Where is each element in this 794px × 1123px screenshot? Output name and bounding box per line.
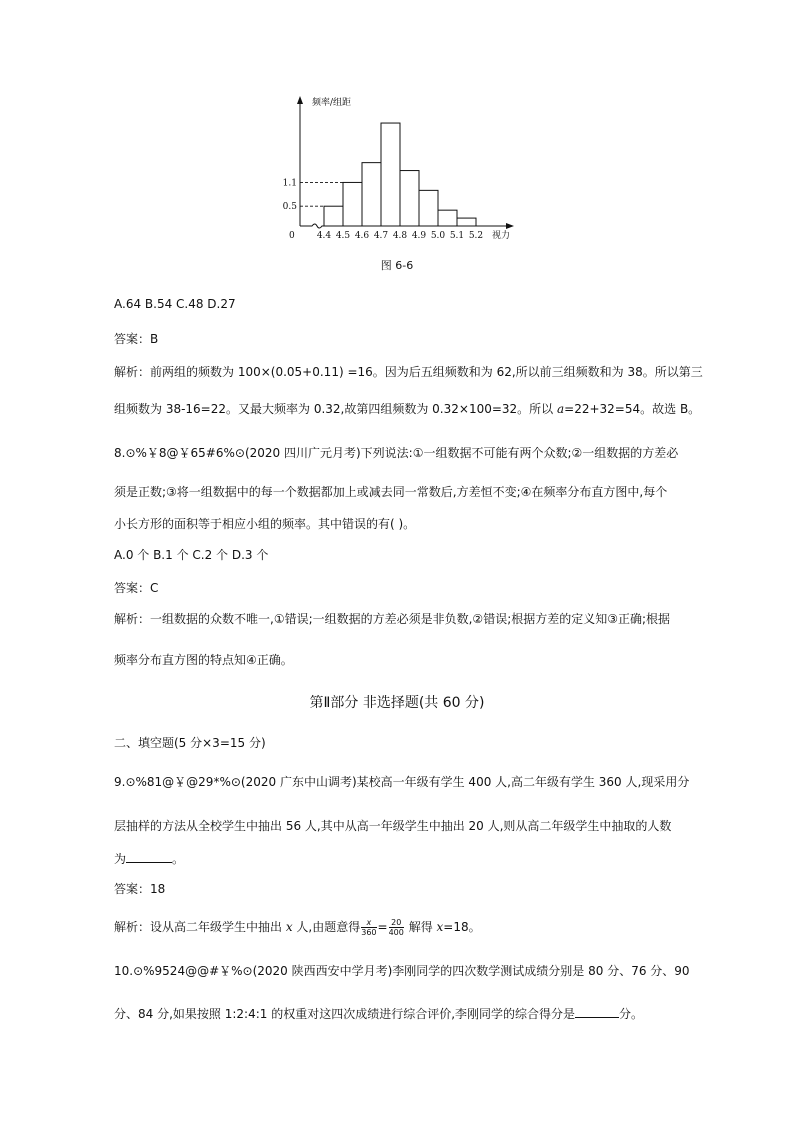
- q8-options: A.0 个 B.1 个 C.2 个 D.3 个: [114, 548, 269, 562]
- q8-line-2: 须是正数;③将一组数据中的每一个数据都加上或减去同一常数后,方差恒不变;④在频率分布直方图中,每个: [114, 485, 668, 499]
- x-tick-label: 4.9: [411, 231, 427, 241]
- y-axis-label: 频率/组距: [312, 98, 352, 108]
- q8-answer: 答案：C: [114, 581, 159, 595]
- q9-variable: x: [285, 920, 293, 934]
- q10-line-2-end: 分。: [619, 1007, 644, 1021]
- q9-variable-2: x: [436, 920, 444, 934]
- q9-analysis: [114, 918, 481, 937]
- frequency-histogram: [270, 90, 530, 250]
- q9-line-2: 层抽样的方法从全校学生中抽出 56 人,其中从高一年级学生中抽出 20 人,则从高二年级学生中抽取的人数: [114, 819, 672, 833]
- origin-label: 0: [289, 231, 295, 241]
- q7-analysis-text-end: =22+32=54。故选 B。: [564, 402, 701, 416]
- q7-variable: a: [557, 402, 565, 416]
- q9-analysis-end: =18。: [443, 920, 481, 934]
- fraction-numerator: x: [361, 918, 376, 928]
- q9-line-1: 9.⊙%81@￥@29*%⊙(2020 广东中山调考)某校高一年级有学生 400 人,高二年级有学生 360 人,现采用分: [114, 775, 690, 789]
- q8-analysis-line-1: 解析：一组数据的众数不唯一,①错误;一组数据的方差必须是非负数,②错误;根据方差的定义知③正确;根据: [114, 612, 671, 626]
- x-axis-label: 视力: [492, 231, 511, 241]
- q9-line-3-end: 。: [172, 852, 185, 866]
- histogram-bar: [457, 218, 476, 226]
- x-tick-label: 5.1: [449, 231, 465, 241]
- fraction-numerator: 20: [389, 918, 404, 928]
- histogram-bar: [438, 210, 457, 226]
- q9-line-3: [114, 850, 184, 867]
- x-tick-label: 4.5: [335, 231, 351, 241]
- histogram-bar: [419, 190, 438, 226]
- x-tick-label: 4.4: [316, 231, 332, 241]
- y-tick-label: 1.1: [282, 178, 297, 189]
- q10-answer-blank: [575, 1007, 619, 1018]
- fraction-20-over-400: [389, 918, 404, 937]
- x-tick-label: 4.7: [373, 231, 389, 241]
- q8-analysis-line-2: 频率分布直方图的特点知④正确。: [114, 653, 293, 667]
- section-subtitle: 二、填空题(5 分×3=15 分): [114, 736, 266, 750]
- histogram-bar: [381, 123, 400, 226]
- fraction-x-over-360: [361, 918, 376, 937]
- x-tick-label: 4.8: [392, 231, 408, 241]
- fraction-denominator: 400: [388, 928, 404, 937]
- q7-options: A.64 B.54 C.48 D.27: [114, 297, 236, 311]
- x-tick-label: 5.0: [430, 231, 446, 241]
- q9-line-3-text: 为: [114, 852, 127, 866]
- histogram-bar: [400, 171, 419, 226]
- q7-analysis-text: 组频数为 38-16=22。又最大频率为 0.32,故第四组频数为 0.32×100=32。所以: [114, 402, 557, 416]
- q10-line-1: 10.⊙%9524@@#￥%⊙(2020 陕西西安中学月考)李刚同学的四次数学测试成绩分别是 80 分、76 分、90: [114, 964, 690, 978]
- q7-analysis-line-2: [114, 400, 700, 417]
- x-tick-label: 5.2: [468, 231, 484, 241]
- histogram-bar: [324, 206, 343, 226]
- q9-answer: 答案：18: [114, 882, 166, 896]
- q9-analysis-mid: 人,由题意得: [292, 920, 361, 934]
- section-title: 第Ⅱ部分 非选择题(共 60 分): [309, 695, 485, 711]
- x-axis-arrow: [506, 223, 514, 229]
- q9-analysis-solve: 解得: [404, 920, 437, 934]
- q9-analysis-text: 解析：设从高二年级学生中抽出: [114, 920, 286, 934]
- q7-answer: 答案：B: [114, 332, 159, 346]
- x-tick-label: 4.6: [354, 231, 370, 241]
- q7-analysis-line-1: 解析：前两组的频数为 100×(0.05+0.11) =16。因为后五组频数和为 62,所以前三组频数和为 38。所以第三: [114, 365, 703, 379]
- q9-answer-blank: [126, 852, 172, 863]
- histogram-bar: [362, 163, 381, 226]
- q8-line-1: 8.⊙%￥8@￥65#6%⊙(2020 四川广元月考)下列说法:①一组数据不可能有两个众数;②一组数据的方差必: [114, 446, 679, 460]
- histogram-bar: [343, 182, 362, 226]
- fraction-denominator: 360: [361, 928, 377, 937]
- equals-sign: =: [377, 920, 388, 934]
- q8-line-3: 小长方形的面积等于相应小组的频率。其中错误的有( )。: [114, 517, 416, 531]
- y-axis-arrow: [297, 96, 303, 104]
- figure-caption: 图 6-6: [380, 259, 414, 272]
- y-tick-label: 0.5: [282, 202, 297, 213]
- q10-line-2-text: 分、84 分,如果按照 1:2:4:1 的权重对这四次成绩进行综合评价,李刚同学的综合得分是: [114, 1007, 576, 1021]
- q10-line-2: [114, 1005, 643, 1022]
